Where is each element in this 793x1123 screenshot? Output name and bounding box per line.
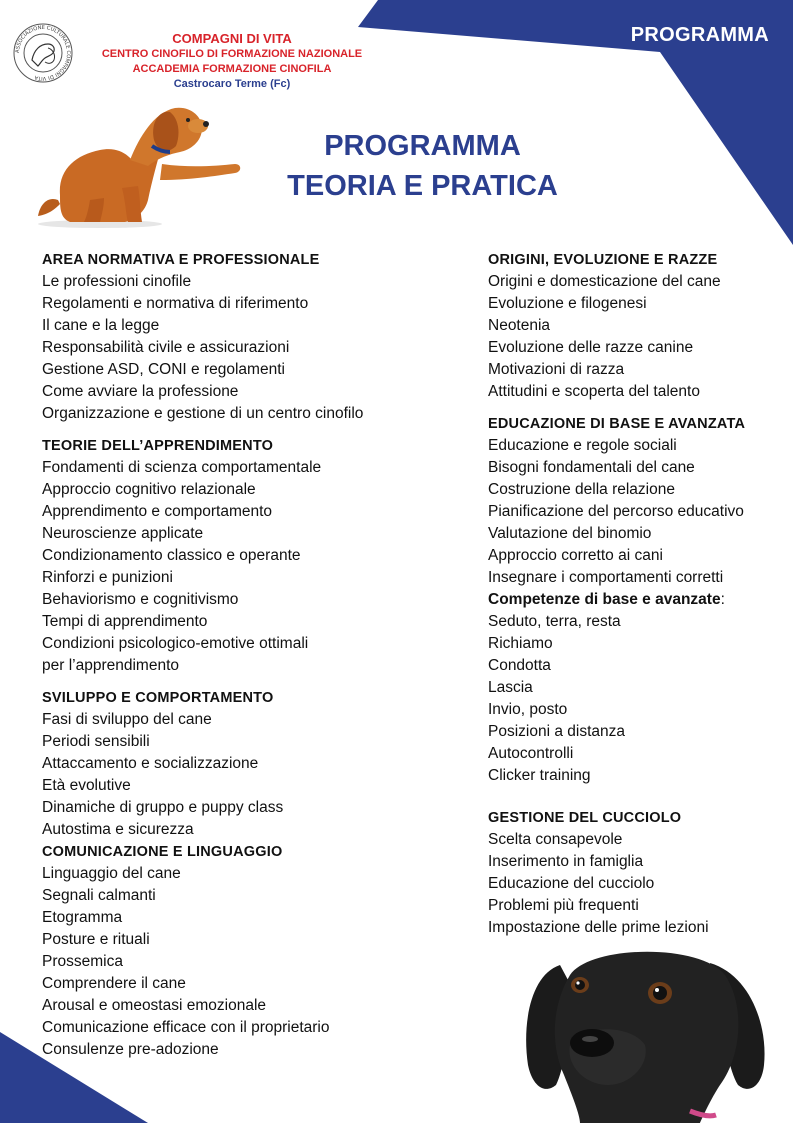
list-item: Origini e domesticazione del cane [488,273,721,290]
list-item: Invio, posto [488,701,568,718]
list-item: Età evolutive [42,777,131,794]
list-item: Evoluzione e filogenesi [488,295,647,312]
list-item: Fondamenti di scienza comportamentale [42,459,322,476]
section-teorie-apprendimento [42,435,442,677]
list-item: Attaccamento e socializzazione [42,755,259,772]
section-title: TEORIE DELL’APPRENDIMENTO [42,438,274,454]
list-item: Condotta [488,657,551,674]
section-area-normativa [42,249,442,425]
list-item: Evoluzione delle razze canine [488,339,694,356]
list-item: Posture e rituali [42,931,150,948]
list-item: Impostazione delle prime lezioni [488,919,709,936]
list-item: Problemi più frequenti [488,897,639,914]
list-item: Etogramma [42,909,123,926]
list-item: Bisogni fondamentali del cane [488,459,695,476]
list-item: Il cane e la legge [42,317,160,334]
list-item: Prossemica [42,953,123,970]
list-item: Tempi di apprendimento [42,613,208,630]
list-item: Arousal e omeostasi emozionale [42,997,267,1014]
org-name: COMPAGNI DI VITA [172,31,292,46]
section-title: ORIGINI, EVOLUZIONE E RAZZE [488,252,718,268]
list-item: per l’apprendimento [42,657,180,674]
list-item: Regolamenti e normativa di riferimento [42,295,309,312]
list-item: Gestione ASD, CONI e regolamenti [42,361,285,378]
header-section-label: PROGRAMMA [630,24,769,46]
list-item: Insegnare i comportamenti corretti [488,569,724,586]
list-item: Consulenze pre-adozione [42,1041,219,1058]
section-title: COMUNICAZIONE E LINGUAGGIO [42,844,283,860]
list-item: Apprendimento e comportamento [42,503,273,520]
section-title: SVILUPPO E COMPORTAMENTO [42,690,274,706]
svg-text:ASSOCIAZIONE CULTURALE COMPAGN: ASSOCIAZIONE CULTURALE COMPAGNI DI VITA [14,24,72,82]
list-item: Comprendere il cane [42,975,186,992]
section-educazione [488,413,783,787]
list-item: Approccio corretto ai cani [488,547,663,564]
section-origini-razze [488,249,783,403]
section-gestione-cucciolo [488,807,783,939]
list-item: Attitudini e scoperta del talento [488,383,700,400]
list-item: Condizioni psicologico-emotive ottimali [42,635,309,652]
list-item: Clicker training [488,767,591,784]
list-item: Seduto, terra, resta [488,613,621,630]
list-item: Neuroscienze applicate [42,525,204,542]
list-item: Inserimento in famiglia [488,853,644,870]
list-item: Valutazione del binomio [488,525,652,542]
golden-retriever-image [30,100,245,230]
list-item: Behaviorismo e cognitivismo [42,591,239,608]
list-item: Posizioni a distanza [488,723,625,740]
list-item: Dinamiche di gruppo e puppy class [42,799,284,816]
left-column [42,249,442,1061]
section-title: EDUCAZIONE DI BASE E AVANZATA [488,416,746,432]
list-item: Comunicazione efficace con il proprietario [42,1019,330,1036]
section-title: AREA NORMATIVA E PROFESSIONALE [42,252,320,268]
list-item: Organizzazione e gestione di un centro cinofilo [42,405,364,422]
right-column [488,249,783,939]
list-item: Lascia [488,679,533,696]
section-title: GESTIONE DEL CUCCIOLO [488,810,682,826]
subsection-title: Competenze di base e avanzate [488,591,721,608]
list-item: Rinforzi e punizioni [42,569,173,586]
list-item: Educazione e regole sociali [488,437,677,454]
list-item: Linguaggio del cane [42,865,181,882]
list-item: Condizionamento classico e operante [42,547,301,564]
list-item: Neotenia [488,317,551,334]
list-item: Come avviare la professione [42,383,239,400]
section-comunicazione-linguaggio [42,841,442,1061]
subsection-colon: : [720,591,725,608]
list-item: Scelta consapevole [488,831,623,848]
list-item: Educazione del cucciolo [488,875,655,892]
section-sviluppo-comportamento [42,687,442,841]
list-item: Fasi di sviluppo del cane [42,711,212,728]
list-item: Costruzione della relazione [488,481,675,498]
list-item: Motivazioni di razza [488,361,625,378]
association-logo [12,22,74,84]
list-item: Segnali calmanti [42,887,156,904]
page-title [260,126,585,206]
list-item: Pianificazione del percorso educativo [488,503,744,520]
list-item: Periodi sensibili [42,733,150,750]
list-item: Le professioni cinofile [42,273,192,290]
organization-block [92,30,372,92]
subsection-heading [488,589,783,611]
org-location: Castrocaro Terme (Fc) [173,78,291,90]
list-item: Richiamo [488,635,553,652]
title-line-1: PROGRAMMA [324,130,521,162]
org-center: CENTRO CINOFILO DI FORMAZIONE NAZIONALE [101,48,363,60]
org-academy: ACCADEMIA FORMAZIONE CINOFILA [132,63,332,75]
title-line-2: TEORIA E PRATICA [287,170,558,202]
list-item: Autostima e sicurezza [42,821,194,838]
list-item: Responsabilità civile e assicurazioni [42,339,290,356]
list-item: Autocontrolli [488,745,574,762]
black-dog-image [520,935,775,1123]
list-item: Approccio cognitivo relazionale [42,481,256,498]
